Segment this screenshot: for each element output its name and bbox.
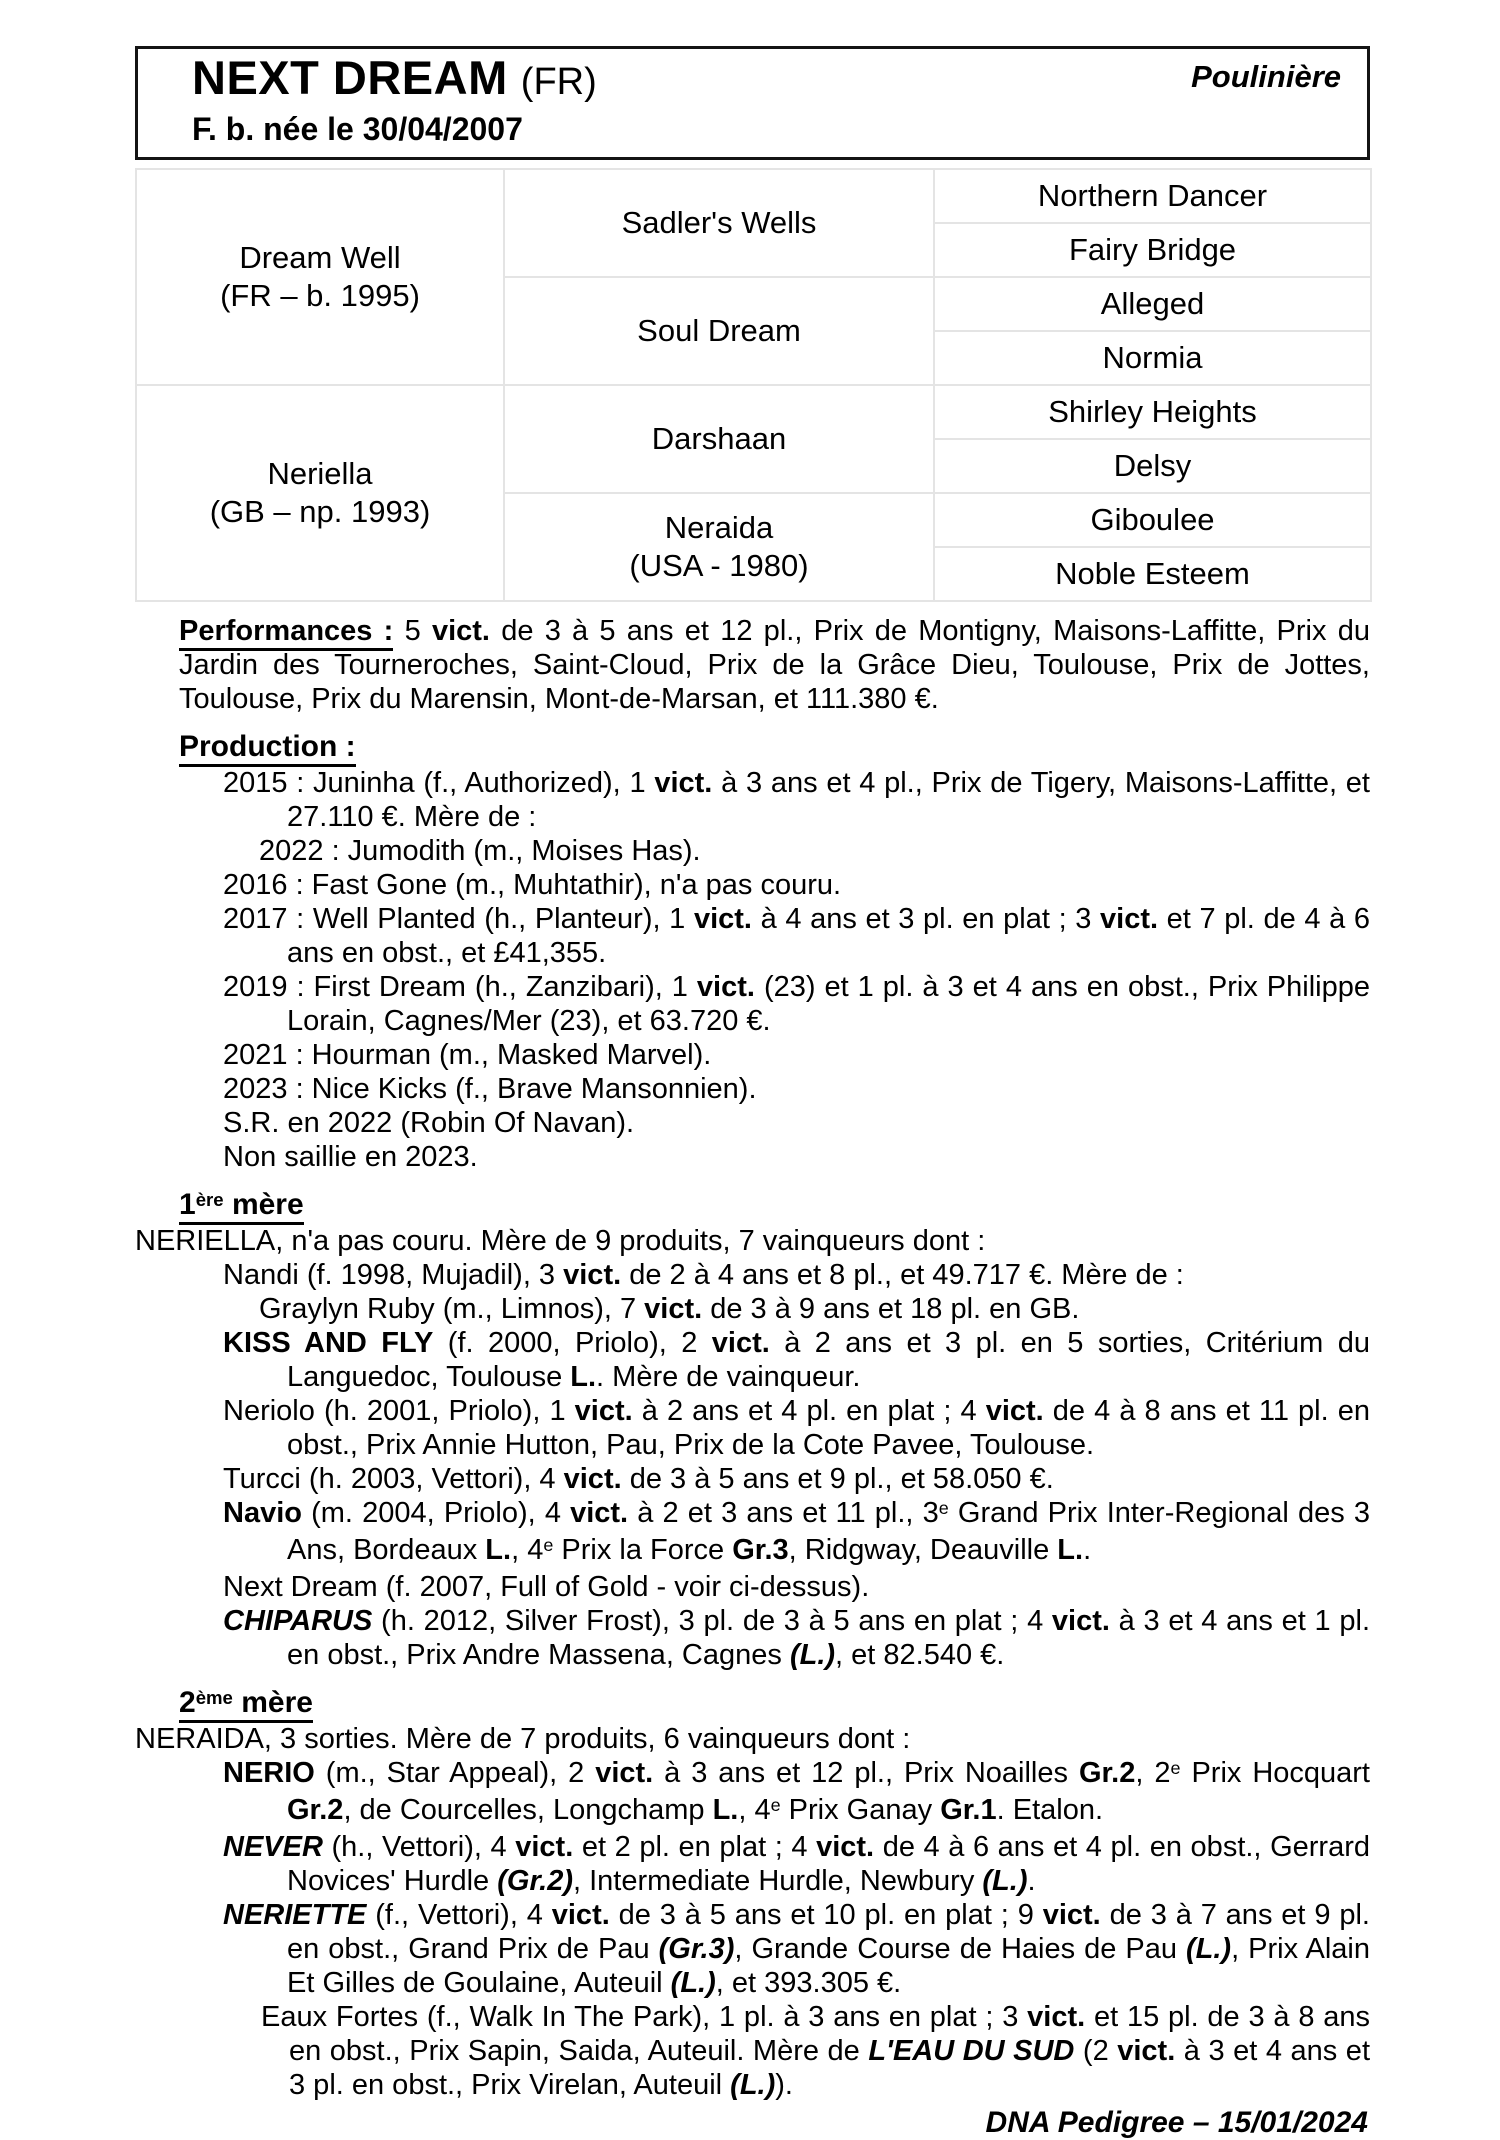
pedigree-entry: S.R. en 2022 (Robin Of Navan). [223,1107,635,1139]
horse-name: NEXT DREAM [192,51,508,104]
production-entries [135,766,1370,1174]
pedigree-gen2-cell-0: Sadler's Wells [504,169,934,277]
pedigree-gen2-cell-3: Neraida (USA - 1980) [504,493,934,601]
pedigree-gen3-cell-4: Shirley Heights [934,385,1371,439]
pedigree-entry: Neriolo (h. 2001, Priolo), 1 vict. à 2 ans et 4 pl. en plat ; 4 vict. de 4 à 8 ans et 11 pl. en obst., Prix Annie Hutton, Pau, Prix de la Cote Pavee, Toulouse. [223,1395,1370,1461]
header-left [192,51,597,149]
pedigree-entry: 2021 : Hourman (m., Masked Marvel). [223,1039,712,1071]
pedigree-entry: 2022 : Jumodith (m., Moises Has). [259,835,701,867]
pedigree-entry: NERIETTE (f., Vettori), 4 vict. de 3 à 5 ans et 10 pl. en plat ; 9 vict. de 3 à 7 ans et 9 pl. en obst., Grand Prix de Pau (Gr.3), Grande Course de Haies de Pau (L.), Prix Alain Et Gilles de Goulaine, Auteuil (L.), et 393.305 €. [223,1899,1370,1999]
header-box [135,46,1370,160]
pedigree-entry: Next Dream (f. 2007, Full of Gold - voir ci-dessus). [223,1571,870,1603]
pedigree-gen2-cell-2: Darshaan [504,385,934,493]
sire-detail: (FR – b. 1995) [220,278,420,313]
pedigree-entry: Nandi (f. 1998, Mujadil), 3 vict. de 2 à 4 ans et 8 pl., et 49.717 €. Mère de : [223,1259,1184,1291]
broodmare-label: Poulinière [1191,59,1341,94]
pedigree-entry: Non saillie en 2023. [223,1141,478,1173]
pedigree-entry: KISS AND FLY (f. 2000, Priolo), 2 vict. à 2 ans et 3 pl. en 5 sorties, Critérium du Languedoc, Toulouse L.. Mère de vainqueur. [223,1327,1370,1393]
horse-country-suffix: (FR) [520,61,597,103]
pedigree-entry: 2023 : Nice Kicks (f., Brave Mansonnien). [223,1073,757,1105]
pedigree-entry: Eaux Fortes (f., Walk In The Park), 1 pl. à 3 ans en plat ; 3 vict. et 15 pl. de 3 à 8 ans en obst., Prix Sapin, Saida, Auteuil. Mère de L'EAU DU SUD (2 vict. à 3 et 4 ans et 3 pl. en obst., Prix Virelan, Auteuil (L.)). [261,2001,1370,2101]
pedigree-entry: 2016 : Fast Gone (m., Muhtathir), n'a pas couru. [223,869,842,901]
pedigree-entry: Navio (m. 2004, Priolo), 4 vict. à 2 et 3 ans et 11 pl., 3e Grand Prix Inter-Regional des 3 Ans, Bordeaux L., 4e Prix la Force Gr.3, Ridgway, Deauville L.. [223,1497,1370,1566]
footer-credit: DNA Pedigree – 15/01/2024 [985,2106,1368,2139]
horse-birth-line: F. b. née le 30/04/2007 [192,111,523,147]
pedigree-gen3-cell-2: Alleged [934,277,1371,331]
second-dam-heading: 2ème mère [135,1686,1370,1720]
pedigree-entry: Graylyn Ruby (m., Limnos), 7 vict. de 3 à 9 ans et 18 pl. en GB. [259,1293,1080,1325]
first-dam-entries [135,1258,1370,1672]
pedigree-dam-cell [136,385,504,601]
first-dam-intro: NERIELLA, n'a pas couru. Mère de 9 produits, 7 vainqueurs dont : [135,1225,986,1257]
dam-detail: (GB – np. 1993) [209,494,431,529]
pedigree-gen3-cell-3: Normia [934,331,1371,385]
performances-paragraph: Performances : 5 vict. de 3 à 5 ans et 12 pl., Prix de Montigny, Maisons-Laffitte, Prix du Jardin des Tourneroches, Saint-Cloud, Prix de la Grâce Dieu, Toulouse, Prix de Jottes, Toulouse, Prix du Marensin, Mont-de-Marsan, et 111.380 €. [179,615,1370,715]
production-heading: Production : [135,730,1370,764]
pedigree-gen3-cell-5: Delsy [934,439,1371,493]
pedigree-entry: 2017 : Well Planted (h., Planteur), 1 vict. à 4 ans et 3 pl. en plat ; 3 vict. et 7 pl. de 4 à 6 ans en obst., et £41,355. [223,903,1371,969]
dam-name: Neriella [267,456,373,491]
title-line [192,51,597,109]
pedigree-entry: NERIO (m., Star Appeal), 2 vict. à 3 ans et 12 pl., Prix Noailles Gr.2, 2e Prix Hocquart Gr.2, de Courcelles, Longchamp L., 4e Prix Ganay Gr.1. Etalon. [223,1757,1370,1826]
first-dam-heading: 1ère mère [135,1188,1370,1222]
pedigree-entry: NEVER (h., Vettori), 4 vict. et 2 pl. en plat ; 4 vict. de 4 à 6 ans et 4 pl. en obst., Gerrard Novices' Hurdle (Gr.2), Intermediate Hurdle, Newbury (L.). [223,1831,1370,1897]
pedigree-table [135,168,1372,602]
pedigree-gen2-cell-1: Soul Dream [504,277,934,385]
pedigree-gen3-cell-1: Fairy Bridge [934,223,1371,277]
sire-name: Dream Well [239,240,401,275]
pedigree-sire-cell [136,169,504,385]
pedigree-entry: 2015 : Juninha (f., Authorized), 1 vict. à 3 ans et 4 pl., Prix de Tigery, Maisons-Laffitte, et 27.110 €. Mère de : [223,767,1370,833]
second-dam-entries [135,1756,1370,2102]
pedigree-gen3-cell-7: Noble Esteem [934,547,1371,601]
pedigree-entry: CHIPARUS (h. 2012, Silver Frost), 3 pl. de 3 à 5 ans en plat ; 4 vict. à 3 et 4 ans et 1 pl. en obst., Prix Andre Massena, Cagnes (L.), et 82.540 €. [223,1605,1370,1671]
pedigree-gen3-cell-0: Northern Dancer [934,169,1371,223]
pedigree-entry: 2019 : First Dream (h., Zanzibari), 1 vict. (23) et 1 pl. à 3 et 4 ans en obst., Prix Philippe Lorain, Cagnes/Mer (23), et 63.720 €. [223,971,1370,1037]
pedigree-gen3-cell-6: Giboulee [934,493,1371,547]
pedigree-entry: Turcci (h. 2003, Vettori), 4 vict. de 3 à 5 ans et 9 pl., et 58.050 €. [223,1463,1054,1495]
second-dam-intro: NERAIDA, 3 sorties. Mère de 7 produits, 6 vainqueurs dont : [135,1723,911,1755]
